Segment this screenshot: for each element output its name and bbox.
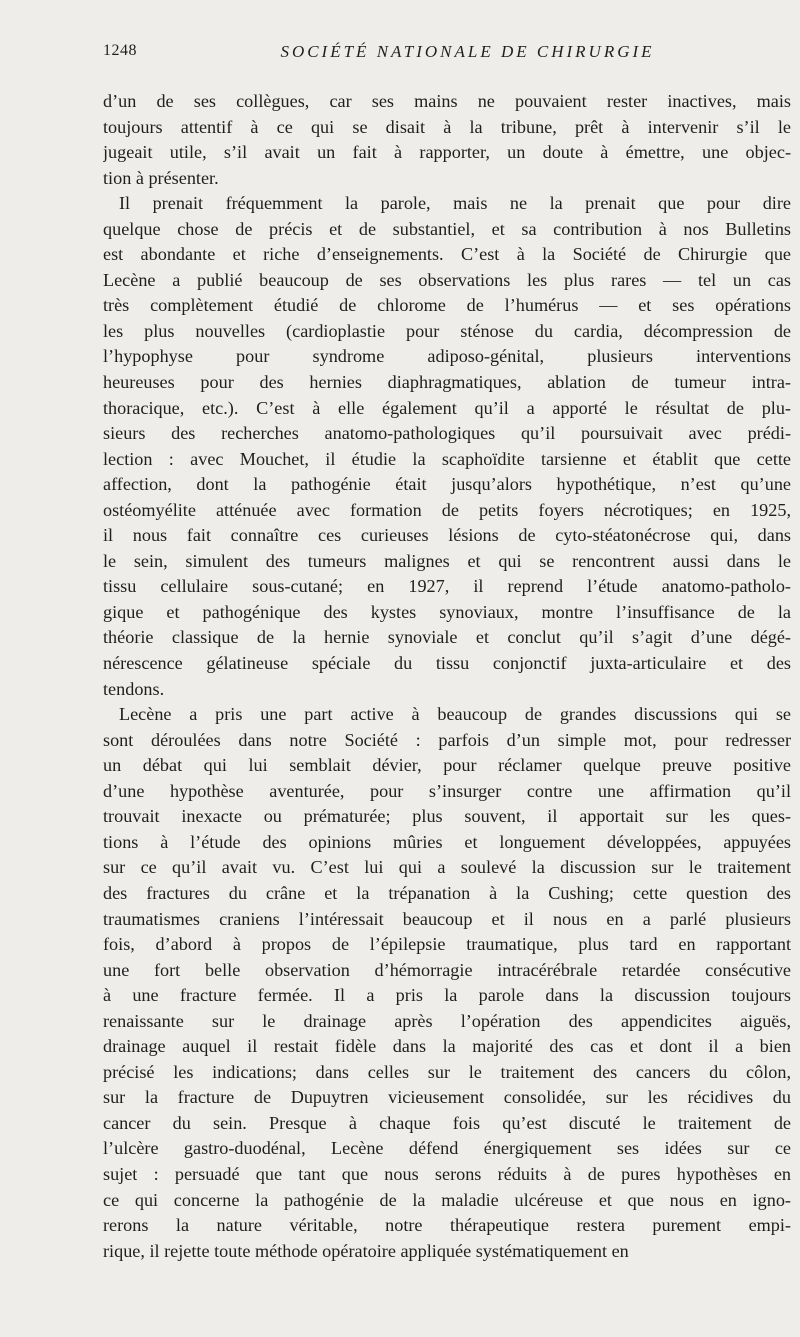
text-line: tendons. [103,678,165,699]
text-line: tion à présenter. [103,167,219,188]
text-line: l’ulcère gastro-duodénal, Lecène défend énergiquement ses idées sur ce [103,1138,791,1159]
text-line: toujours attentif à ce qui se disait à la tribune, prêt à intervenir s’il le [103,116,791,137]
text-line: Il prenait fréquemment la parole, mais ne la prenait que pour dire [119,193,791,214]
text-line: précisé les indications; dans celles sur le traitement des cancers du côlon, [103,1061,791,1082]
text-line: sur la fracture de Dupuytren vicieusement consolidée, sur les récidives du [103,1087,791,1108]
text-line: théorie classique de la hernie synoviale et conclut qu’il s’agit d’une dégé- [103,627,791,648]
text-line: très complètement étudié de chlorome de l’humérus — et ses opérations [103,295,791,316]
body-text [103,89,791,1264]
text-line: Lecène a pris une part active à beaucoup de grandes discussions qui se [119,704,791,725]
text-line: nérescence gélatineuse spéciale du tissu conjonctif juxta-articulaire et des [103,653,791,674]
running-title: SOCIÉTÉ NATIONALE DE CHIRURGIE [280,42,655,61]
page-header [103,42,782,66]
text-line: thoracique, etc.). C’est à elle également qu’il a apporté le résultat de plu- [103,397,791,418]
text-line: traumatismes craniens l’intéressait beaucoup et il nous en a parlé plusieurs [103,908,791,929]
text-line: il nous fait connaître ces curieuses lésions de cyto-stéatonécrose qui, dans [103,525,791,546]
text-line: drainage auquel il restait fidèle dans la majorité des cas et dont il a bien [103,1036,791,1057]
text-line: sujet : persuadé que tant que nous serons réduits à de pures hypothèses en [103,1163,791,1184]
text-line: gique et pathogénique des kystes synoviaux, montre l’insuffisance de la [103,601,791,622]
text-line: les plus nouvelles (cardioplastie pour sténose du cardia, décompression de [103,320,791,341]
text-line: d’un de ses collègues, car ses mains ne pouvaient rester inactives, mais [103,91,791,111]
page-number: 1248 [103,42,137,59]
text-line: rique, il rejette toute méthode opératoire appliquée systématiquement en [103,1240,629,1261]
text-line: quelque chose de précis et de substantiel, et sa contribution à nos Bulletins [103,218,791,239]
text-line: heureuses pour des hernies diaphragmatiques, ablation de tumeur intra- [103,372,791,393]
text-line: affection, dont la pathogénie était jusqu’alors hypothétique, n’est qu’une [103,474,791,495]
text-line: le sein, simulent des tumeurs malignes et qui se rencontrent aussi dans le [103,550,791,571]
text-line: tissu cellulaire sous-cutané; en 1927, il reprend l’étude anatomo-patholo- [103,576,791,597]
text-line: jugeait utile, s’il avait un fait à rapporter, un doute à émettre, une objec- [103,142,791,163]
text-line: sur ce qu’il avait vu. C’est lui qui a soulevé la discussion sur le traitement [103,857,791,878]
text-line: l’hypophyse pour syndrome adiposo-génital, plusieurs interventions [103,346,791,367]
text-line: une fort belle observation d’hémorragie intracérébrale retardée consécutive [103,959,791,980]
text-line: ce qui concerne la pathogénie de la maladie ulcéreuse et que nous en igno- [103,1189,791,1210]
text-line: à une fracture fermée. Il a pris la parole dans la discussion toujours [103,985,791,1006]
text-line: trouvait inexacte ou prématurée; plus souvent, il apportait sur les ques- [103,806,791,827]
text-line: un débat qui lui semblait dévier, pour réclamer quelque preuve positive [103,755,791,776]
text-line: ostéomyélite atténuée avec formation de petits foyers nécrotiques; en 1925, [103,499,791,520]
text-line: cancer du sein. Presque à chaque fois qu’est discuté le traitement de [103,1112,791,1133]
text-line: sieurs des recherches anatomo-pathologiques qu’il poursuivait avec prédi- [103,423,791,444]
text-line: sont déroulées dans notre Société : parfois d’un simple mot, pour redresser [103,729,791,750]
text-line: rerons la nature véritable, notre thérapeutique restera purement empi- [103,1215,791,1236]
text-line: des fractures du crâne et la trépanation à la Cushing; cette question des [103,882,791,903]
text-line: tions à l’étude des opinions mûries et longuement développées, appuyées [103,831,791,852]
text-line: renaissante sur le drainage après l’opération des appendicites aiguës, [103,1010,791,1031]
text-line: est abondante et riche d’enseignements. C’est à la Société de Chirurgie que [103,244,791,265]
text-line: Lecène a publié beaucoup de ses observations les plus rares — tel un cas [103,269,791,290]
text-line: fois, d’abord à propos de l’épilepsie traumatique, plus tard en rapportant [103,934,791,955]
text-line: lection : avec Mouchet, il étudie la scaphoïdite tarsienne et établit que cette [103,448,791,469]
text-line: d’une hypothèse aventurée, pour s’insurger contre une affirmation qu’il [103,780,791,801]
